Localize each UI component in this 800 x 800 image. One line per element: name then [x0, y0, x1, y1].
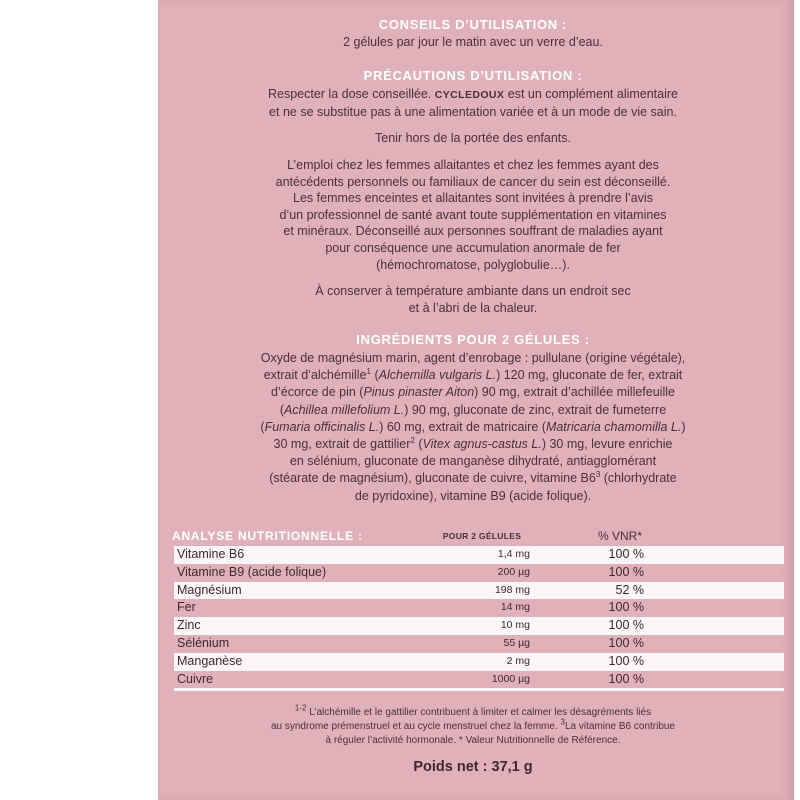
text-line: [170, 470, 776, 487]
text: au syndrome prémenstruel et au cycle menstruel chez la femme.: [270, 721, 558, 733]
nutrient-vnr: 100 %: [608, 618, 644, 633]
text: ): [681, 419, 686, 434]
precautions-text: est un complément alimentaire: [507, 87, 679, 101]
precautions-heading: PRÉCAUTIONS D’UTILISATION :: [363, 68, 583, 83]
text: (stéarate de magnésium), gluconate de cuivre, vitamine B6: [269, 471, 596, 486]
text-line: Oxyde de magnésium marin, agent d’enrobage : pullulane (origine végétale),: [260, 351, 686, 365]
text-line: pour conséquence une accumulation anormale de fer: [325, 240, 621, 255]
nutrient-name: Sélénium: [177, 635, 230, 650]
text: ) 90 mg, gluconate de zinc, extrait de fumeterre: [404, 402, 667, 417]
text: (: [374, 368, 379, 383]
precautions-paragraph-4: [170, 283, 776, 316]
nutrient-quantity: 14 mg: [500, 601, 530, 614]
table-row: [174, 599, 784, 617]
text: 30 mg, extrait de gattilier: [273, 437, 411, 452]
nutrient-vnr: 100 %: [608, 547, 644, 561]
text-line: en sélénium, gluconate de manganèse dihydraté, antiagglomérant: [289, 454, 657, 469]
text-line: [170, 384, 776, 401]
text: (chlorhydrate: [603, 471, 677, 486]
nutrient-name: Cuivre: [177, 671, 214, 686]
latin-name: Matricaria chamomilla L.: [545, 419, 682, 434]
nutrient-vnr: 100 %: [608, 600, 644, 615]
nutrient-quantity: 2 mg: [506, 654, 530, 667]
latin-name: Vitex agnus-castus L.: [422, 437, 542, 452]
nutrient-name: Vitamine B9 (acide folique): [177, 564, 327, 579]
nutrient-vnr: 100 %: [608, 671, 644, 686]
text: L’alchémille et le gattilier contribuent à limiter et calmer les désagréments liés: [309, 707, 652, 718]
ingredients-heading: INGRÉDIENTS POUR 2 GÉLULES :: [356, 332, 590, 347]
text-line: Les femmes enceintes et allaitantes sont invitées à prendre l’avis: [293, 191, 653, 206]
table-row: [174, 635, 784, 653]
table-row: [174, 671, 784, 692]
text: extrait d’alchémille: [263, 368, 367, 383]
table-row: [174, 564, 784, 582]
text-line: et minéraux. Déconseillé aux personnes souffrant de maladies ayant: [283, 224, 663, 239]
text: (: [260, 419, 265, 434]
nutrient-name: Manganèse: [177, 653, 243, 668]
brand-name: CYCLEDOUX: [434, 89, 505, 101]
text: ) 60 mg, extrait de matricaire (: [379, 419, 546, 434]
nutrient-quantity: 1,4 mg: [497, 548, 530, 560]
text-line: L’emploi chez les femmes allaitantes et chez les femmes ayant des: [287, 158, 659, 172]
latin-name: Alchemilla vulgaris L.: [378, 368, 497, 383]
nutrient-name: Vitamine B6: [177, 547, 245, 561]
text-line: [170, 703, 776, 720]
footnote-marker: 2: [410, 435, 415, 445]
nutrient-vnr: 100 %: [608, 653, 644, 668]
latin-name: Achillea millefolium L.: [284, 402, 405, 417]
conseils-text: 2 gélules par jour le matin avec un verre d’eau.: [343, 35, 603, 49]
nutrient-quantity: 200 µg: [497, 565, 530, 578]
text-line: et à l’abri de la chaleur.: [408, 300, 538, 315]
text-line: À conserver à température ambiante dans un endroit sec: [315, 284, 631, 298]
nutrient-vnr: 100 %: [608, 635, 644, 650]
nutrient-name: Magnésium: [177, 582, 242, 597]
net-weight: Poids net : 37,1 g: [413, 759, 533, 775]
footnote-marker: 1: [366, 367, 371, 377]
text-line: [170, 402, 776, 419]
nutrient-quantity: 55 µg: [503, 636, 530, 649]
nutrient-vnr: 52 %: [615, 582, 644, 597]
text: (: [279, 402, 285, 417]
text: (: [418, 437, 423, 452]
text-line: [170, 419, 776, 436]
nutrient-quantity: 10 mg: [500, 619, 530, 632]
nutrition-header: [172, 529, 784, 547]
text-line: [170, 717, 776, 734]
conseils-heading: CONSEILS D’UTILISATION :: [378, 17, 568, 32]
text: La vitamine B6 contribue: [564, 721, 676, 733]
precautions-text: Respecter la dose conseillée.: [267, 87, 432, 101]
column-header-quantity: POUR 2 GÉLULES: [442, 531, 522, 541]
precautions-paragraph-1: [170, 86, 776, 120]
text-line: (hémochromatose, polyglobulie…).: [376, 257, 570, 272]
footnote-marker: 3: [560, 717, 565, 727]
text-line: d’un professionnel de santé avant toute supplémentation en vitamines: [279, 207, 667, 222]
nutrient-name: Fer: [177, 600, 196, 615]
nutrient-vnr: 100 %: [608, 564, 644, 579]
nutrient-name: Zinc: [177, 618, 201, 633]
nutrient-quantity: 1000 µg: [491, 672, 530, 685]
text: ) 90 mg, extrait d’achillée millefeuille: [474, 385, 675, 400]
text: d’écorce de pin (: [271, 385, 364, 400]
table-row: [174, 653, 784, 671]
footnote: [170, 703, 776, 749]
precautions-paragraph-3: [170, 157, 776, 273]
precautions-paragraph-2: Tenir hors de la portée des enfants.: [375, 131, 571, 145]
table-row: [174, 582, 784, 600]
text-line: à réguler l’activité hormonale. * Valeur Nutritionnelle de Référence.: [325, 735, 621, 747]
text: ) 120 mg, gluconate de fer, extrait: [496, 368, 683, 383]
text-line: de pyridoxine), vitamine B9 (acide folique).: [354, 488, 592, 503]
text-line: [170, 436, 776, 453]
text-line: antécédents personnels ou familiaux de cancer du sein est déconseillé.: [275, 174, 671, 189]
nutrition-heading: ANALYSE NUTRITIONNELLE :: [172, 529, 363, 543]
footnote-marker: 3: [595, 470, 601, 480]
nutrient-quantity: 198 mg: [494, 583, 530, 596]
footnote-marker: 1-2: [294, 703, 307, 713]
table-row: [174, 546, 784, 564]
latin-name: Pinus pinaster Aiton: [363, 385, 475, 400]
latin-name: Fumaria officinalis L.: [264, 419, 380, 434]
precautions-text: et ne se substitue pas à une alimentation variée et à un mode de vie sain.: [269, 104, 677, 119]
product-box-back: [158, 0, 794, 800]
text: ) 30 mg, levure enrichie: [541, 437, 673, 452]
nutrition-table: [174, 546, 784, 691]
ingredients-list: [170, 350, 776, 505]
text-line: [170, 367, 776, 384]
table-row: [174, 617, 784, 635]
column-header-vnr: % VNR*: [597, 529, 642, 543]
